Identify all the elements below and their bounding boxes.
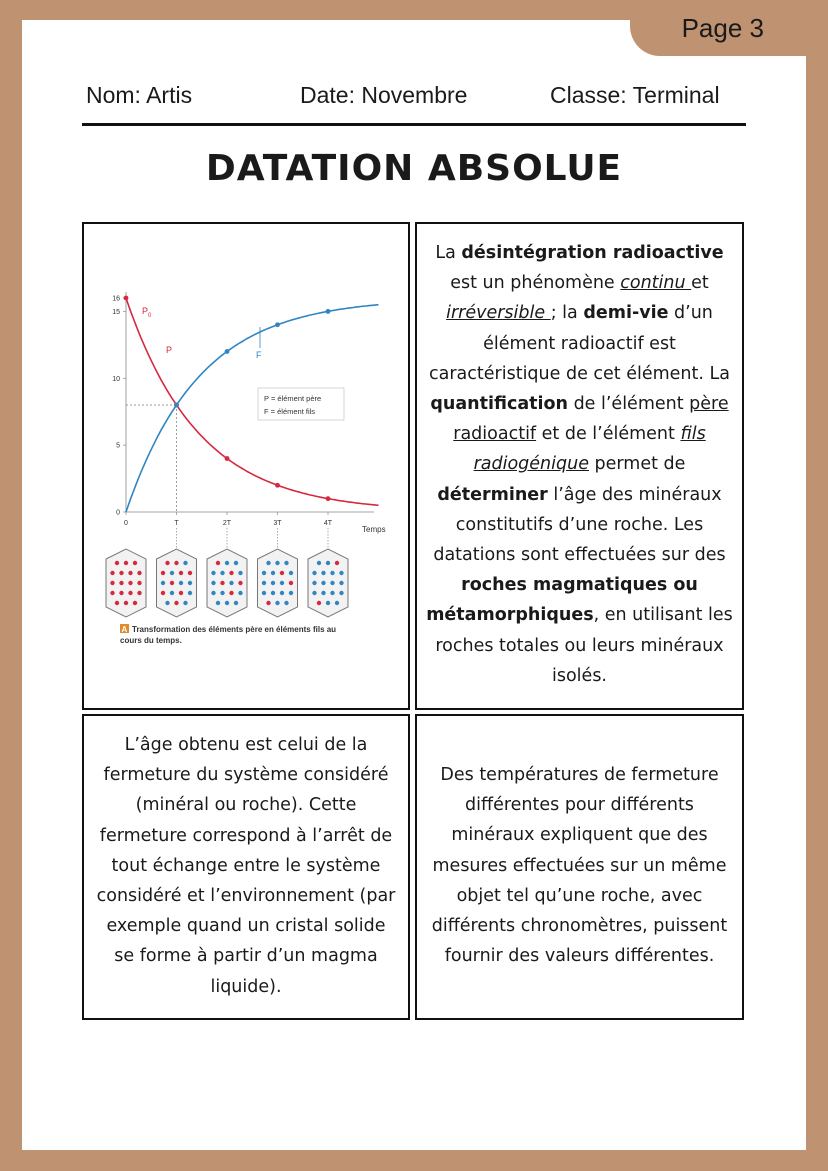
parent-atom [229, 571, 233, 575]
y-tick-label: 15 [112, 308, 120, 316]
parent-atom [216, 561, 220, 565]
daughter-atom [284, 561, 288, 565]
parent-atom [238, 581, 242, 585]
parent-atom [119, 581, 123, 585]
daughter-atom [330, 591, 334, 595]
parent-atom [161, 571, 165, 575]
parent-atom [289, 581, 293, 585]
parent-atom [137, 571, 141, 575]
radioactivity-paragraph: La désintégration radioactive est un phénomène continu et irréversible ; la demi-vie d’un élément radioactif est caractéristique de cet élément. La quantification de l’élément père radioactif et de l’élément fils radiogénique permet de déterminer l’âge des minéraux constitutifs d’une roche. Les datations sont effectuées sur des roches magmatiques ou métamorphiques, en utilisant les roches totales ou leurs minéraux isolés. [426, 243, 733, 686]
curve-label-f: F [256, 350, 262, 360]
daughter-point [174, 403, 179, 408]
parent-atom [133, 601, 137, 605]
parent-atom [188, 571, 192, 575]
daughter-atom [312, 571, 316, 575]
y-tick-label: 0 [116, 509, 120, 517]
parent-atom [179, 591, 183, 595]
parent-atom [115, 561, 119, 565]
parent-atom [165, 561, 169, 565]
caption-marker-letter: A [121, 625, 128, 634]
daughter-atom [238, 591, 242, 595]
mineral-hexagon [308, 549, 348, 617]
daughter-atom [275, 561, 279, 565]
daughter-atom [225, 561, 229, 565]
daughter-atom [335, 601, 339, 605]
mineral-hexagon [258, 549, 298, 617]
parent-atom [174, 561, 178, 565]
daughter-atom [211, 591, 215, 595]
text-box-temperatures [415, 714, 744, 1020]
chart-ticks [112, 296, 333, 553]
daughter-atom [321, 591, 325, 595]
daughter-atom [170, 571, 174, 575]
mineral-hexagon [106, 549, 146, 617]
x-axis-label: Temps [362, 525, 386, 534]
parent-atom [119, 591, 123, 595]
parent-atom [170, 581, 174, 585]
x-tick-label: 4T [323, 520, 333, 527]
daughter-atom [280, 591, 284, 595]
x-tick-label: T [174, 520, 179, 527]
daughter-atom [225, 601, 229, 605]
temperatures-paragraph: Des températures de fermeture différentes pour différents minéraux expliquent que des mesures effectuées sur un même objet tel qu’une roche, avec différents chronomètres, puissent fournir des valeurs différentes. [431, 765, 728, 967]
daughter-atom [183, 601, 187, 605]
curve-label-p0: $P_0$ [142, 306, 152, 319]
daughter-atom [266, 561, 270, 565]
y-tick-label: 16 [112, 295, 120, 303]
parent-atom [119, 571, 123, 575]
closure-paragraph: L’âge obtenu est celui de la fermeture du système considéré (minéral ou roche). Cette fermeture correspond à l’arrêt de tout échange entre le système considéré et l’environnement (par exemple quand un cristal solide se forme à partir d’un magma liquide). [96, 735, 396, 997]
parent-atom [128, 571, 132, 575]
text-box-radioactivity [415, 222, 744, 710]
daughter-atom [271, 571, 275, 575]
figure-box [82, 222, 410, 710]
x-tick-label: 2T [222, 520, 232, 527]
daughter-atom [339, 581, 343, 585]
daughter-atom [188, 581, 192, 585]
page-number-tab [630, 0, 808, 56]
daughter-atom [275, 601, 279, 605]
x-tick-label: 3T [273, 520, 282, 527]
daughter-atom [271, 581, 275, 585]
daughter-atom [216, 601, 220, 605]
parent-atom [174, 601, 178, 605]
daughter-atom [179, 581, 183, 585]
daughter-atom [211, 571, 215, 575]
legend-entry-daughter: F = élément fils [264, 407, 316, 416]
daughter-atom [330, 581, 334, 585]
parent-atom [137, 591, 141, 595]
daughter-atom [188, 591, 192, 595]
daughter-atom [220, 571, 224, 575]
daughter-atom [339, 571, 343, 575]
daughter-atom [229, 581, 233, 585]
parent-atom [128, 581, 132, 585]
daughter-atom [326, 601, 330, 605]
daughter-atom [326, 561, 330, 565]
parent-point [326, 496, 331, 501]
daughter-atom [284, 601, 288, 605]
date-field: Date: Novembre [300, 82, 468, 108]
daughter-atom [165, 601, 169, 605]
daughter-atom [234, 601, 238, 605]
daughter-atom [280, 581, 284, 585]
parent-atom [229, 591, 233, 595]
student-name: Nom: Artis [86, 82, 193, 108]
daughter-atom [317, 561, 321, 565]
x-tick-label: 0 [124, 520, 128, 527]
mineral-hexagon [207, 549, 247, 617]
page-number: Page 3 [681, 12, 764, 43]
figure-caption-line1: Transformation des éléments père en éléments fils au [132, 625, 337, 634]
daughter-atom [220, 591, 224, 595]
page-title: DATATION ABSOLUE [205, 148, 623, 189]
parent-atom [179, 571, 183, 575]
parent-atom [317, 601, 321, 605]
daughter-point [275, 322, 280, 327]
daughter-point [326, 309, 331, 314]
parent-point [225, 456, 230, 461]
parent-atom [110, 591, 114, 595]
daughter-atom [234, 561, 238, 565]
parent-atom [266, 601, 270, 605]
parent-atom [220, 581, 224, 585]
parent-atom [115, 601, 119, 605]
header-divider [82, 123, 746, 126]
daughter-atom [262, 591, 266, 595]
mineral-diagrams [106, 549, 348, 617]
curve-label-p: P [166, 345, 173, 355]
daughter-atom [339, 591, 343, 595]
daughter-point [225, 349, 230, 354]
text-box-closure [82, 714, 410, 1020]
daughter-atom [170, 591, 174, 595]
parent-point [275, 483, 280, 488]
legend-entry-parent: P = élément père [264, 394, 322, 403]
parent-atom [137, 581, 141, 585]
daughter-atom [289, 571, 293, 575]
parent-atom [335, 561, 339, 565]
daughter-atom [271, 591, 275, 595]
daughter-atom [330, 571, 334, 575]
daughter-atom [312, 591, 316, 595]
y-tick-label: 5 [116, 442, 120, 450]
parent-atom [161, 591, 165, 595]
daughter-atom [211, 581, 215, 585]
daughter-atom [289, 591, 293, 595]
daughter-atom [321, 571, 325, 575]
decay-figure [84, 224, 408, 708]
daughter-atom [161, 581, 165, 585]
daughter-atom [312, 581, 316, 585]
daughter-atom [321, 581, 325, 585]
parent-atom [124, 601, 128, 605]
class-field: Classe: Terminal [550, 82, 720, 108]
daughter-atom [262, 571, 266, 575]
parent-point [124, 296, 129, 301]
parent-atom [110, 581, 114, 585]
parent-atom [110, 571, 114, 575]
parent-atom [133, 561, 137, 565]
chart-labels [142, 306, 386, 534]
parent-atom [280, 571, 284, 575]
figure-caption-line2: cours du temps. [120, 636, 182, 645]
y-tick-label: 10 [112, 375, 120, 383]
mineral-hexagon [157, 549, 197, 617]
daughter-atom [183, 561, 187, 565]
daughter-atom [262, 581, 266, 585]
daughter-atom [238, 571, 242, 575]
parent-atom [124, 561, 128, 565]
parent-atom [128, 591, 132, 595]
